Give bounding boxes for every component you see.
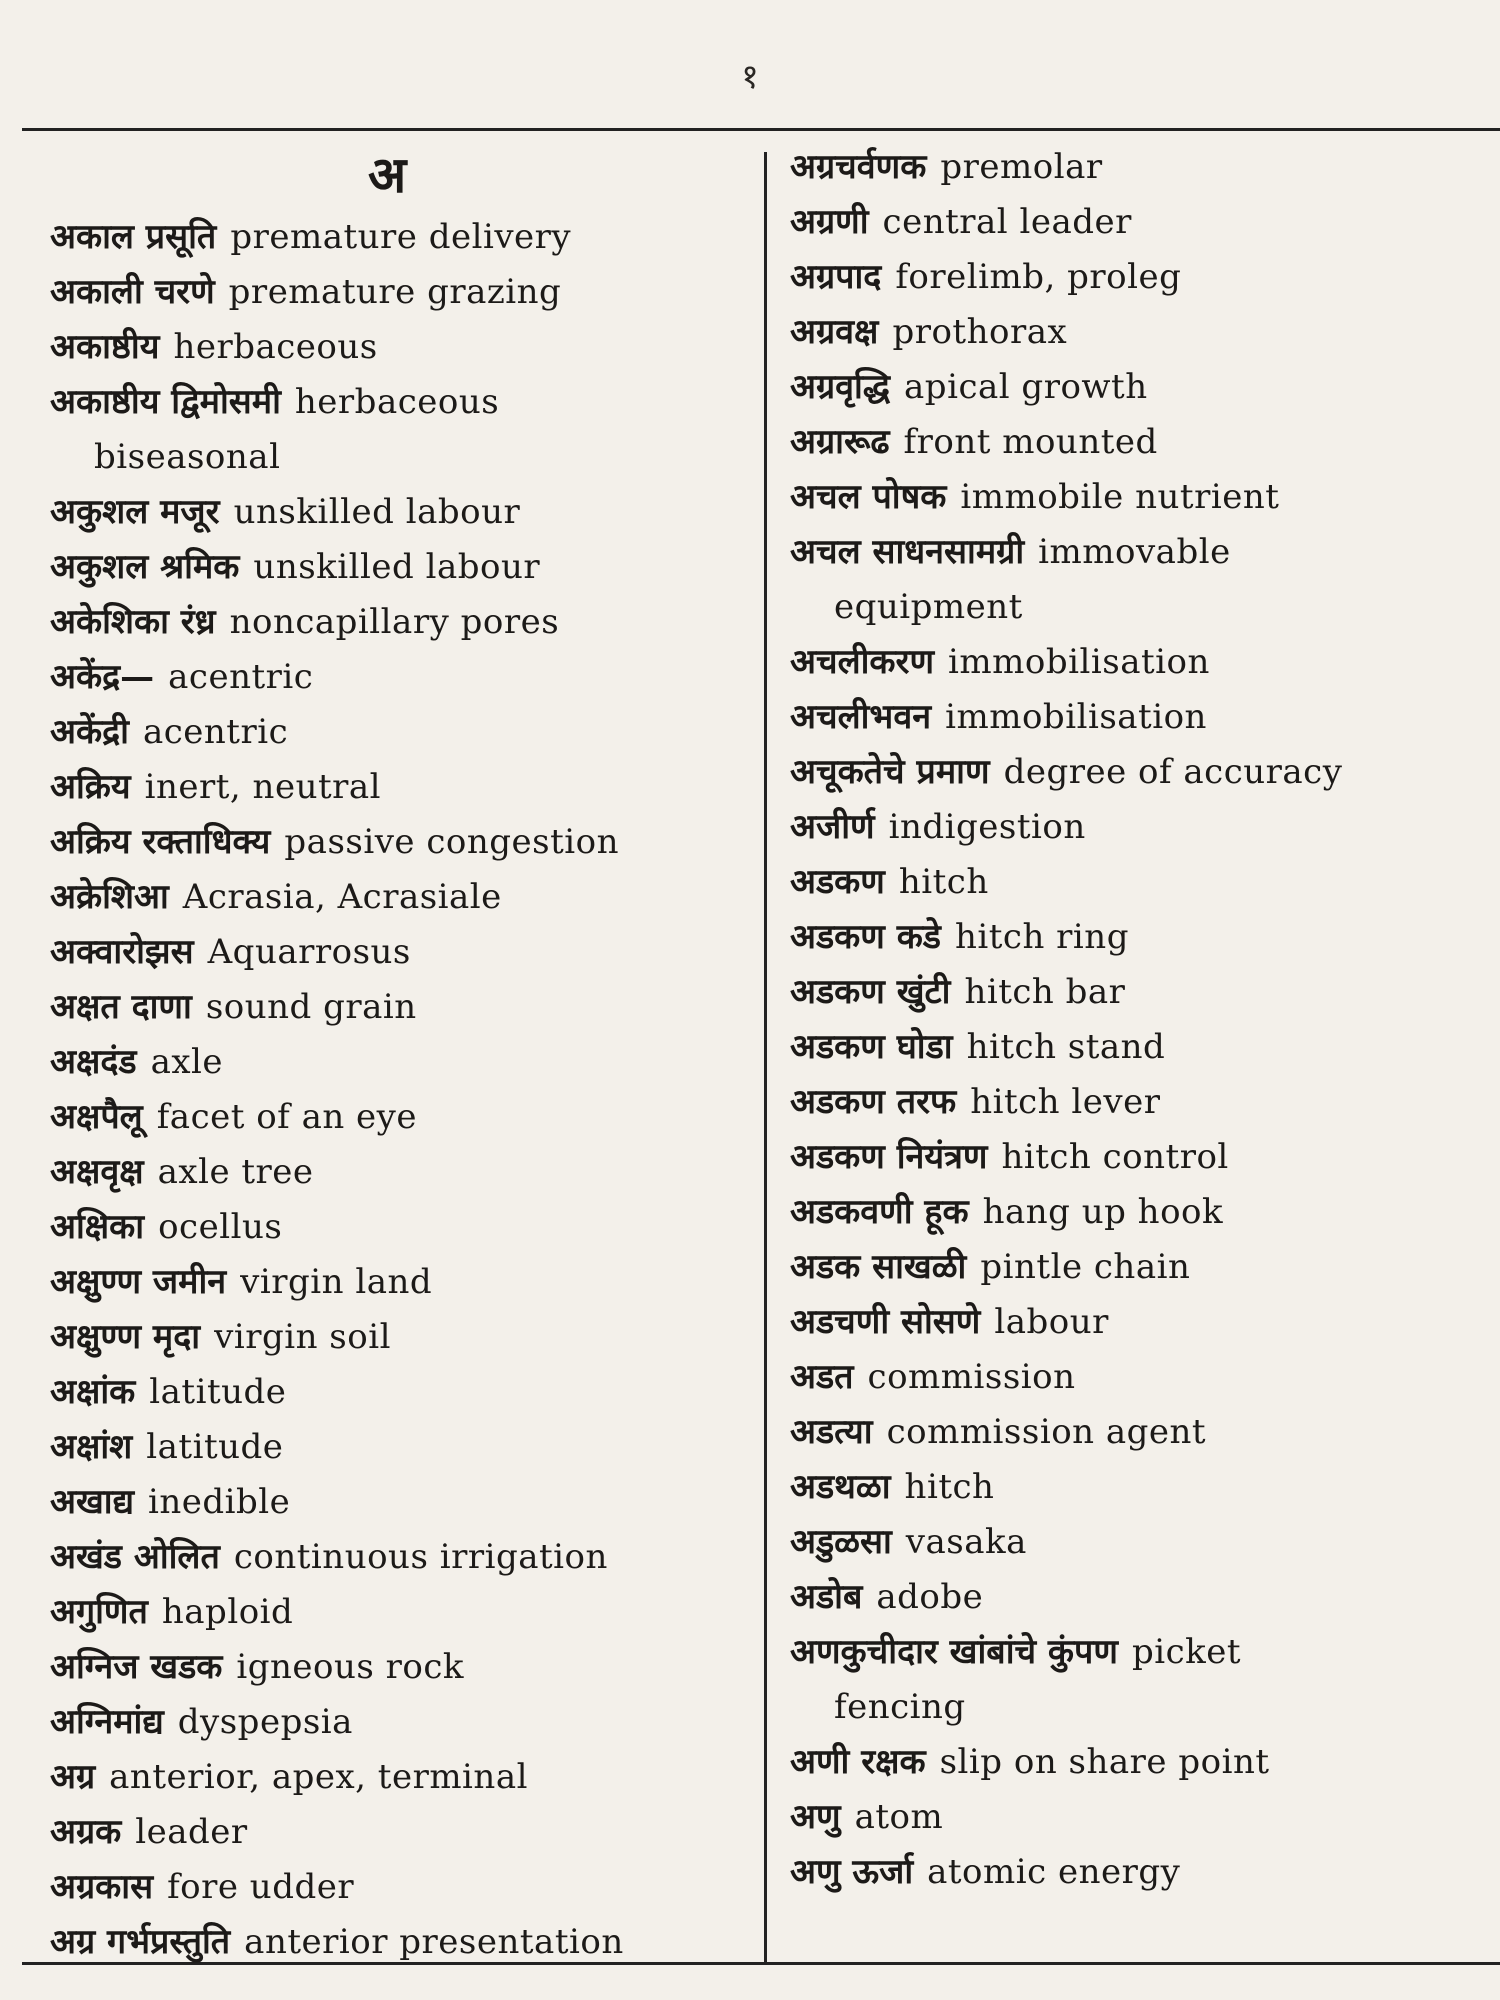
- entry-translation: facet of an eye: [156, 1097, 417, 1137]
- entry-headword: अकाल प्रसूति: [50, 217, 217, 257]
- entry-headword: अक्षत दाणा: [50, 987, 192, 1027]
- entry-headword: अणु ऊर्जा: [790, 1852, 914, 1892]
- entry-headword: अग्रकास: [50, 1867, 154, 1907]
- entry-headword: अक्षवृक्ष: [50, 1152, 144, 1192]
- entry-headword: अग्रक: [50, 1812, 122, 1852]
- dictionary-entry: [790, 1020, 1480, 1075]
- entry-translation: premature grazing: [228, 272, 562, 312]
- entry-headword: अचल पोषक: [790, 477, 947, 517]
- entry-translation: hitch: [898, 862, 989, 902]
- entry-translation: acentric: [168, 657, 314, 697]
- entry-translation: haploid: [161, 1592, 294, 1632]
- entry-headword: अग्रारूढ: [790, 422, 890, 462]
- entry-translation: adobe: [876, 1577, 984, 1617]
- entry-translation: herbaceous: [294, 382, 500, 422]
- entry-translation: sound grain: [205, 987, 417, 1027]
- entry-headword: अकाष्ठीय द्विमोसमी: [50, 382, 281, 422]
- entry-translation: dyspepsia: [177, 1702, 353, 1742]
- entry-headword: अडकण खुंटी: [790, 972, 951, 1012]
- entry-headword: अकेंद्री: [50, 712, 129, 752]
- dictionary-entry: [50, 1035, 750, 1090]
- dictionary-entry: [50, 1750, 750, 1805]
- dictionary-entry: [50, 925, 750, 980]
- entry-translation: immobile nutrient: [960, 477, 1280, 517]
- entry-translation: hitch bar: [964, 972, 1126, 1012]
- entry-headword: अक्रिय: [50, 767, 131, 807]
- dictionary-entry: [50, 1420, 750, 1475]
- entry-translation: ocellus: [158, 1207, 283, 1247]
- dictionary-entry: [50, 1145, 750, 1200]
- entry-headword: अग्र गर्भप्रस्तुति: [50, 1922, 231, 1962]
- entry-translation: commission agent: [886, 1412, 1207, 1452]
- entry-translation: fore udder: [167, 1867, 355, 1907]
- dictionary-entry: [50, 595, 750, 650]
- entry-translation: apical growth: [904, 367, 1148, 407]
- entry-translation: Acrasia, Acrasiale: [182, 877, 502, 917]
- entry-headword: अक्षांश: [50, 1427, 133, 1467]
- entry-translation: unskilled labour: [233, 492, 521, 532]
- dictionary-entry: [790, 1295, 1480, 1350]
- entry-headword: अडकवणी हूक: [790, 1192, 969, 1232]
- entry-translation: degree of accuracy: [1003, 752, 1343, 792]
- entry-translation: commission: [867, 1357, 1076, 1397]
- entry-translation-continued: biseasonal: [94, 437, 281, 477]
- entry-translation: Aquarrosus: [207, 932, 411, 972]
- dictionary-entry: [50, 1255, 750, 1310]
- dictionary-entry: [50, 815, 750, 870]
- dictionary-entry: [50, 485, 750, 540]
- entry-headword: अडथळा: [790, 1467, 891, 1507]
- entry-headword: अकाली चरणे: [50, 272, 215, 312]
- entry-headword: अक्षुण्ण मृदा: [50, 1317, 201, 1357]
- dictionary-entry: [50, 1915, 750, 1970]
- entry-translation-continued: equipment: [834, 587, 1023, 627]
- entry-headword: अग्निज खडक: [50, 1647, 223, 1687]
- entry-translation: vasaka: [905, 1522, 1027, 1562]
- dictionary-entry: [50, 1860, 750, 1915]
- dictionary-entry: [50, 1805, 750, 1860]
- dictionary-entry: [50, 650, 750, 705]
- entry-headword: अडकण: [790, 862, 885, 902]
- entry-headword: अणी रक्षक: [790, 1742, 926, 1782]
- entry-translation: hitch control: [1001, 1137, 1229, 1177]
- entry-headword: अक्षपैलू: [50, 1097, 143, 1137]
- entry-headword: अक्रिय रक्ताधिक्य: [50, 822, 271, 862]
- entry-headword: अडकण नियंत्रण: [790, 1137, 988, 1177]
- entry-headword: अकुशल श्रमिक: [50, 547, 240, 587]
- entry-headword: अग्रणी: [790, 202, 869, 242]
- dictionary-entry: [790, 690, 1480, 745]
- dictionary-entry: [790, 250, 1480, 305]
- column-divider: [764, 152, 767, 1962]
- dictionary-entry: [790, 360, 1480, 415]
- entry-translation: premature delivery: [230, 217, 572, 257]
- dictionary-entry: [790, 1130, 1480, 1185]
- entry-headword: अग्निमांद्य: [50, 1702, 164, 1742]
- entry-headword: अचलीकरण: [790, 642, 935, 682]
- entry-translation: front mounted: [903, 422, 1158, 462]
- dictionary-entry: [790, 1515, 1480, 1570]
- entry-translation: inedible: [148, 1482, 291, 1522]
- dictionary-entry: [790, 1405, 1480, 1460]
- entry-translation: hitch lever: [970, 1082, 1161, 1122]
- entry-translation: prothorax: [892, 312, 1068, 352]
- dictionary-entry: [50, 1090, 750, 1145]
- dictionary-entry: [50, 760, 750, 815]
- entry-translation: immobilisation: [948, 642, 1210, 682]
- entry-translation: noncapillary pores: [229, 602, 560, 642]
- dictionary-entry: [790, 470, 1480, 525]
- left-column: [50, 140, 750, 1970]
- dictionary-entry: [790, 1845, 1480, 1900]
- entry-headword: अक्षदंड: [50, 1042, 137, 1082]
- entry-translation: premolar: [940, 147, 1103, 187]
- dictionary-entry: [50, 1310, 750, 1365]
- dictionary-entry: [790, 800, 1480, 855]
- dictionary-entry: [50, 320, 750, 375]
- entry-translation: latitude: [146, 1427, 284, 1467]
- entry-translation: anterior, apex, terminal: [109, 1757, 528, 1797]
- entry-translation: acentric: [142, 712, 289, 752]
- entry-translation: hitch ring: [955, 917, 1129, 957]
- dictionary-entry: [790, 195, 1480, 250]
- dictionary-entry: [790, 1240, 1480, 1295]
- dictionary-entry: [50, 1640, 750, 1695]
- entry-headword: अग्रपाद: [790, 257, 882, 297]
- entry-headword: अडकण घोडा: [790, 1027, 953, 1067]
- entry-headword: अचल साधनसामग्री: [790, 532, 1025, 572]
- dictionary-entry: [50, 375, 750, 430]
- entry-translation: slip on share point: [939, 1742, 1270, 1782]
- dictionary-entry: [50, 1475, 750, 1530]
- entry-translation: igneous rock: [236, 1647, 465, 1687]
- dictionary-entry: [50, 210, 750, 265]
- entry-headword: अचूकतेचे प्रमाण: [790, 752, 990, 792]
- section-letter: अ: [368, 145, 407, 204]
- entry-translation: atomic energy: [927, 1852, 1181, 1892]
- entry-translation: pintle chain: [980, 1247, 1191, 1287]
- entry-translation: axle tree: [157, 1152, 314, 1192]
- entry-headword: अग्रवृद्धि: [790, 367, 891, 407]
- entry-translation: immobilisation: [945, 697, 1207, 737]
- dictionary-entry: [790, 745, 1480, 800]
- entry-translation: picket: [1131, 1632, 1242, 1672]
- dictionary-entry: [50, 705, 750, 760]
- entry-headword: अखंड ओलित: [50, 1537, 220, 1577]
- entry-headword: अग्रवक्ष: [790, 312, 879, 352]
- dictionary-entry: [790, 305, 1480, 360]
- entry-headword: अखाद्य: [50, 1482, 135, 1522]
- dictionary-entry: [790, 1460, 1480, 1515]
- entry-headword: अडुळसा: [790, 1522, 892, 1562]
- entry-translation: unskilled labour: [253, 547, 541, 587]
- entry-headword: अक्षुण्ण जमीन: [50, 1262, 227, 1302]
- dictionary-entry: [790, 1625, 1480, 1680]
- dictionary-entry: [50, 1530, 750, 1585]
- entry-headword: अडोब: [790, 1577, 863, 1617]
- entry-headword: अकेंद्र—: [50, 657, 155, 697]
- right-entries-list: [790, 140, 1480, 1900]
- entry-translation: hang up hook: [982, 1192, 1224, 1232]
- dictionary-entry: [50, 870, 750, 925]
- entry-translation: virgin land: [240, 1262, 433, 1302]
- entry-headword: अक्षांक: [50, 1372, 136, 1412]
- entry-translation: hitch stand: [966, 1027, 1166, 1067]
- dictionary-entry: [50, 1200, 750, 1255]
- dictionary-entry: [790, 910, 1480, 965]
- entry-translation: leader: [135, 1812, 248, 1852]
- entry-translation: herbaceous: [173, 327, 378, 367]
- entry-headword: अणकुचीदार खांबांचे कुंपण: [790, 1632, 1118, 1672]
- entry-translation: anterior presentation: [244, 1922, 624, 1962]
- dictionary-entry: [790, 965, 1480, 1020]
- entry-translation: central leader: [882, 202, 1132, 242]
- entry-headword: अग्र: [50, 1757, 96, 1797]
- dictionary-entry: [790, 635, 1480, 690]
- dictionary-entry: [50, 265, 750, 320]
- top-rule: [22, 128, 1500, 131]
- dictionary-entry: [790, 1075, 1480, 1130]
- entry-translation: axle: [150, 1042, 224, 1082]
- dictionary-entry: [50, 540, 750, 595]
- dictionary-entry: [790, 415, 1480, 470]
- entry-headword: अगुणित: [50, 1592, 148, 1632]
- entry-headword: अक्षिका: [50, 1207, 145, 1247]
- entry-translation: continuous irrigation: [233, 1537, 608, 1577]
- entry-translation: immovable: [1038, 532, 1231, 572]
- entry-headword: अक्वारोझस: [50, 932, 194, 972]
- entry-translation-continued: fencing: [834, 1687, 966, 1727]
- entry-translation: atom: [854, 1797, 944, 1837]
- entry-headword: अक्रेशिआ: [50, 877, 169, 917]
- dictionary-entry: [790, 855, 1480, 910]
- entry-headword: अचलीभवन: [790, 697, 932, 737]
- entry-headword: अजीर्ण: [790, 807, 875, 847]
- entry-headword: अकुशल मजूर: [50, 492, 220, 532]
- dictionary-entry: [790, 1350, 1480, 1405]
- entry-translation: inert, neutral: [144, 767, 382, 807]
- entry-translation: indigestion: [888, 807, 1086, 847]
- dictionary-entry: [790, 1735, 1480, 1790]
- page-number: १: [741, 57, 759, 97]
- dictionary-entry: [790, 1570, 1480, 1625]
- entry-translation: hitch: [904, 1467, 995, 1507]
- dictionary-entry: [50, 1695, 750, 1750]
- entry-translation: latitude: [149, 1372, 287, 1412]
- dictionary-entry: [50, 1585, 750, 1640]
- entry-translation: virgin soil: [214, 1317, 391, 1357]
- entry-headword: अडत: [790, 1357, 854, 1397]
- entry-headword: अग्रचर्वणक: [790, 147, 927, 187]
- dictionary-entry: [790, 1790, 1480, 1845]
- entry-headword: अणु: [790, 1797, 841, 1837]
- entry-translation: forelimb, proleg: [895, 257, 1182, 297]
- right-column: [790, 140, 1480, 1900]
- dictionary-entry: [790, 140, 1480, 195]
- dictionary-entry: [50, 1365, 750, 1420]
- entry-headword: अडकण कडे: [790, 917, 941, 957]
- entry-headword: अडकण तरफ: [790, 1082, 957, 1122]
- entry-headword: अडत्या: [790, 1412, 873, 1452]
- entry-headword: अकेशिका रंध्र: [50, 602, 216, 642]
- entry-headword: अडचणी सोसणे: [790, 1302, 981, 1342]
- left-entries-list: [50, 210, 750, 1970]
- dictionary-entry: [50, 980, 750, 1035]
- dictionary-entry: [790, 1185, 1480, 1240]
- entry-headword: अकाष्ठीय: [50, 327, 160, 367]
- entry-headword: अडक साखळी: [790, 1247, 967, 1287]
- dictionary-entry: [790, 525, 1480, 580]
- entry-translation: labour: [994, 1302, 1109, 1342]
- entry-translation: passive congestion: [284, 822, 619, 862]
